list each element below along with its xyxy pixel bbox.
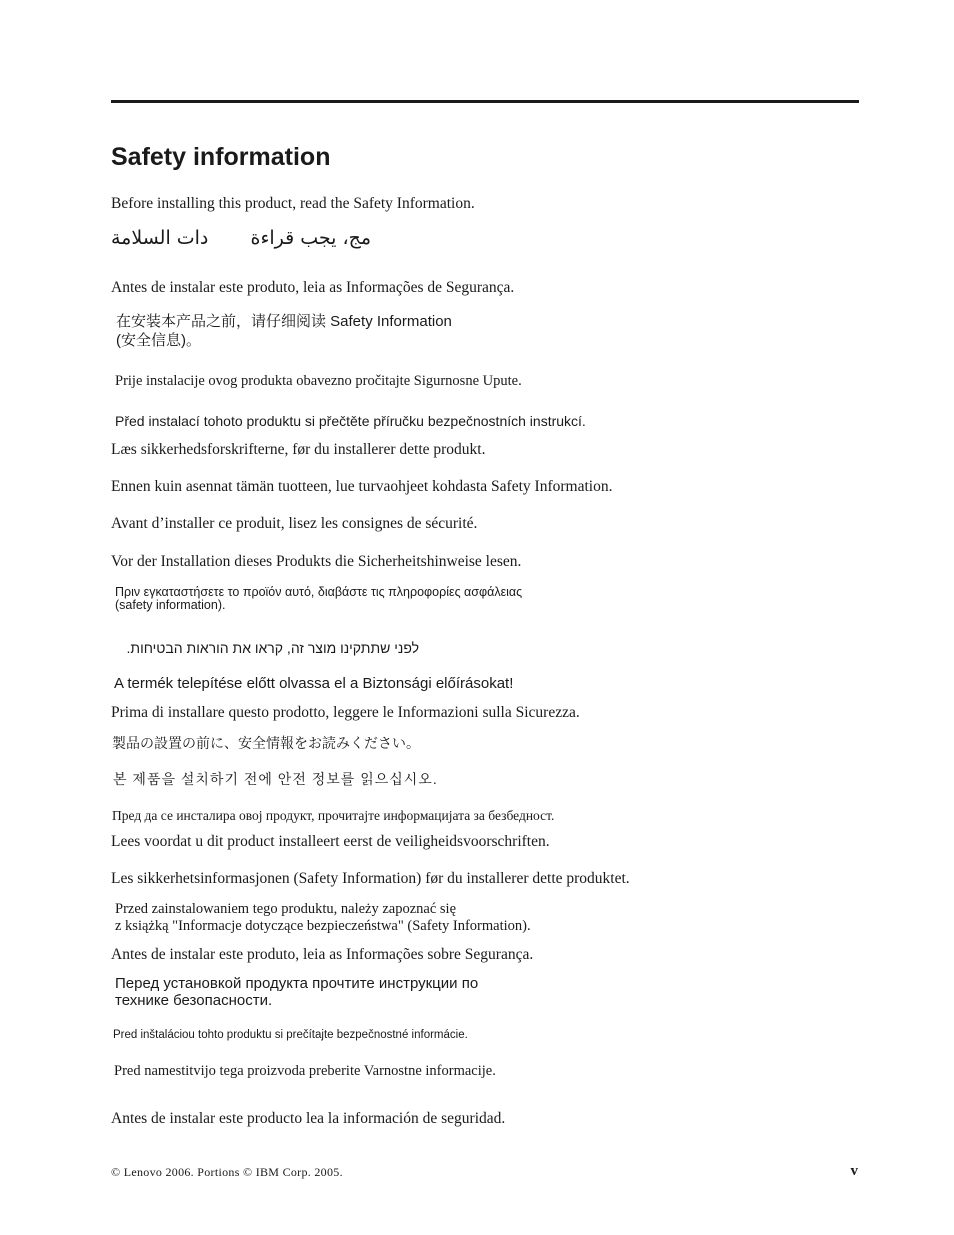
czech-text: Před instalací tohoto produktu si přečtěte příručku bezpečnostních instrukcí. — [115, 413, 586, 429]
slovenian-text: Pred namestitvijo tega proizvoda preberite Varnostne informacije. — [114, 1063, 496, 1079]
korean-text: 본 제품을 설치하기 전에 안전 정보를 읽으십시오. — [113, 771, 438, 787]
croatian-text: Prije instalacije ovog produkta obavezno pročitajte Sigurnosne Upute. — [115, 373, 522, 389]
dutch-text: Lees voordat u dit product installeert eerst de veiligheidsvoorschriften. — [111, 833, 550, 850]
greek-line-1: Πριν εγκαταστήσετε το προϊόν αυτό, διαβάστε τις πληροφορίες ασφάλειας — [115, 585, 523, 599]
portuguese-br-text: Antes de instalar este produto, leia as Informações de Segurança. — [111, 279, 515, 296]
intro-text: Before installing this product, read the Safety Information. — [111, 195, 475, 212]
arabic-text — [111, 226, 371, 250]
greek-line-2: (safety information). — [115, 598, 226, 612]
german-text: Vor der Installation dieses Produkts die Sicherheitshinweise lesen. — [111, 553, 522, 570]
page-title: Safety information — [111, 143, 331, 171]
hebrew-text-content: לפני שתתקינו מוצר זה, קראו את הוראות הבטיחות. — [126, 640, 419, 656]
chinese-simplified-line-1: 在安装本产品之前，请仔细阅读 Safety Information — [116, 313, 452, 330]
footer-page-number: v — [850, 1163, 858, 1179]
polish-line-2: z książką "Informacje dotyczące bezpieczeństwa" (Safety Information). — [115, 918, 531, 934]
polish-line-1: Przed zainstalowaniem tego produktu, należy zapoznać się — [115, 901, 457, 917]
norwegian-text: Les sikkerhetsinformasjonen (Safety Information) før du installerer dette produktet. — [111, 870, 630, 887]
japanese-text: 製品の設置の前に、安全情報をお読みください。 — [112, 735, 420, 751]
top-rule — [111, 100, 859, 103]
russian-line-2: технике безопасности. — [115, 992, 273, 1009]
slovak-text: Pred inštaláciou tohto produktu si prečítajte bezpečnostné informácie. — [113, 1029, 468, 1041]
finnish-text: Ennen kuin asennat tämän tuotteen, lue turvaohjeet kohdasta Safety Information. — [111, 478, 613, 495]
russian-line-1: Перед установкой продукта прочтите инструкции по — [115, 975, 479, 992]
hebrew-text — [114, 638, 419, 658]
arabic-text-part-2: دات السلامة — [111, 227, 209, 249]
footer-copyright: © Lenovo 2006. Portions © IBM Corp. 2005. — [111, 1165, 343, 1179]
arabic-text-part-1: مج، يجب قراءة — [250, 227, 372, 249]
portuguese-pt-text: Antes de instalar este produto, leia as Informações sobre Segurança. — [111, 946, 534, 963]
french-text: Avant d’installer ce produit, lisez les consignes de sécurité. — [111, 515, 478, 532]
chinese-simplified-line-2: (安全信息)。 — [116, 332, 201, 349]
hungarian-text: A termék telepítése előtt olvassa el a Biztonsági előírásokat! — [114, 675, 514, 692]
danish-text: Læs sikkerhedsforskrifterne, før du installerer dette produkt. — [111, 441, 486, 458]
italian-text: Prima di installare questo prodotto, leggere le Informazioni sulla Sicurezza. — [111, 704, 580, 721]
macedonian-text: Пред да се инсталира овој продукт, прочитајте информацијата за безбедност. — [112, 808, 555, 823]
spanish-text: Antes de instalar este producto lea la información de seguridad. — [111, 1110, 506, 1127]
